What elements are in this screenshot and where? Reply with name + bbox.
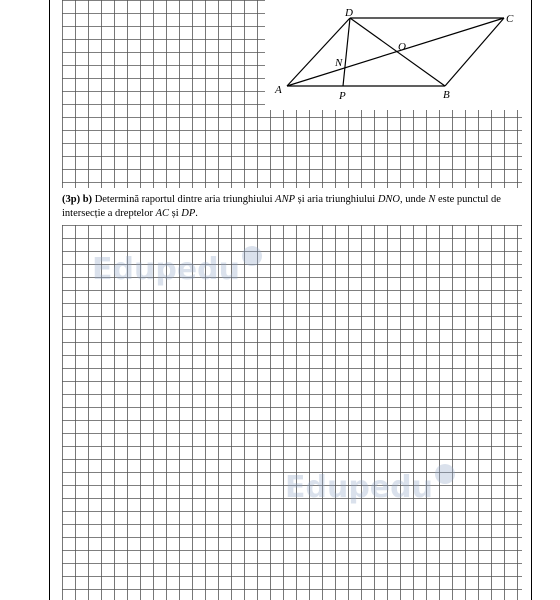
problem-text-1: Determină raportul dintre aria triunghiului <box>94 194 273 205</box>
point-n: N <box>428 194 436 205</box>
label-b: B <box>443 89 450 101</box>
watermark-edupedu-2: Edupedu <box>285 470 455 505</box>
figure-box <box>265 0 530 110</box>
diagonal-ac <box>287 18 504 86</box>
problem-part: b) <box>82 194 93 205</box>
label-p: P <box>339 90 346 102</box>
label-a: A <box>275 84 282 96</box>
watermark-edupedu-1: Edupedu <box>92 252 262 287</box>
label-c: C <box>506 13 514 25</box>
label-o: O <box>398 41 406 53</box>
problem-text-3: , unde <box>400 194 426 205</box>
parallelogram-figure <box>265 0 530 110</box>
line-dp: DP <box>181 208 196 219</box>
problem-points: (3p) <box>62 194 81 205</box>
problem-text-4: este punctul de intersecție a dreptelor <box>62 194 501 219</box>
label-d: D <box>345 7 353 19</box>
problem-text-5: și <box>171 208 179 219</box>
page-border-left <box>49 0 50 600</box>
triangle-anp: ANP <box>275 194 296 205</box>
label-n: N <box>335 57 343 69</box>
triangle-dno: DNO <box>377 194 401 205</box>
problem-statement <box>62 193 522 221</box>
problem-end: . <box>195 208 198 219</box>
segment-dp <box>343 18 350 86</box>
line-ac: AC <box>155 208 169 219</box>
page-border-right <box>531 0 532 600</box>
segment-bc <box>445 18 504 86</box>
grid-area-answer <box>62 225 522 600</box>
problem-text-2: și aria triunghiului <box>297 194 376 205</box>
